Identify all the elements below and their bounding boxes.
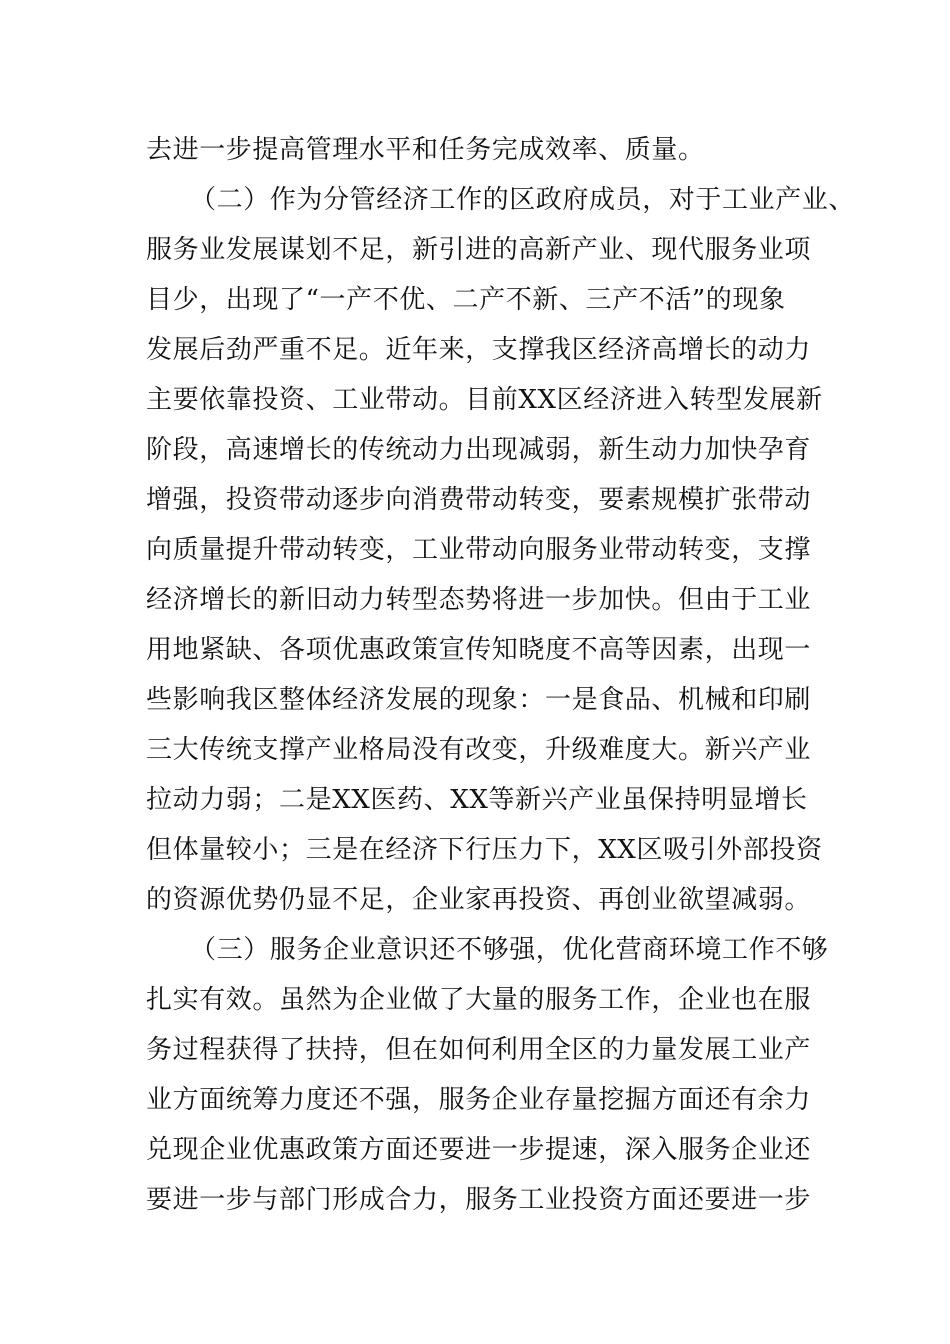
text-line: 务过程获得了扶持，但在如何利用全区的力量发展工业产: [146, 1035, 812, 1065]
text-line: 目少，出现了“一产不优、二产不新、三产不活”的现象: [146, 285, 786, 315]
text-line: 主要依靠投资、工业带动。目前XX区经济进入转型发展新: [146, 385, 823, 415]
text-line: 业方面统筹力度还不强，服务企业存量挖掘方面还有余力: [146, 1085, 812, 1115]
text-line: 但体量较小；三是在经济下行压力下，XX区吸引外部投资: [146, 835, 823, 865]
text-line: 增强，投资带动逐步向消费带动转变，要素规模扩张带动: [146, 485, 812, 515]
text-line: 拉动力弱；二是XX医药、XX等新兴产业虽保持明显增长: [146, 785, 808, 815]
text-line: 些影响我区整体经济发展的现象：一是食品、机械和印刷: [146, 685, 812, 715]
text-line: 扎实有效。虽然为企业做了大量的服务工作，企业也在服: [146, 985, 812, 1015]
text-line: 阶段，高速增长的传统动力出现减弱，新生动力加快孕育: [146, 435, 812, 465]
text-line: 服务业发展谋划不足，新引进的高新产业、现代服务业项: [146, 235, 812, 265]
text-line: 经济增长的新旧动力转型态势将进一步加快。但由于工业: [146, 585, 812, 615]
text-line: 发展后劲严重不足。近年来，支撑我区经济高增长的动力: [146, 335, 812, 365]
text-line: （二）作为分管经济工作的区政府成员，对于工业产业、: [190, 185, 856, 215]
text-line: 向质量提升带动转变，工业带动向服务业带动转变，支撑: [146, 535, 812, 565]
text-line: 兑现企业优惠政策方面还要进一步提速，深入服务企业还: [146, 1135, 812, 1165]
text-line: 要进一步与部门形成合力，服务工业投资方面还要进一步: [146, 1185, 812, 1215]
text-line: 三大传统支撑产业格局没有改变，升级难度大。新兴产业: [146, 735, 812, 765]
text-line: （三）服务企业意识还不够强，优化营商环境工作不够: [190, 935, 829, 965]
text-line: 去进一步提高管理水平和任务完成效率、质量。: [146, 135, 705, 165]
text-line: 用地紧缺、各项优惠政策宣传知晓度不高等因素，出现一: [146, 635, 812, 665]
text-line: 的资源优势仍显不足，企业家再投资、再创业欲望减弱。: [146, 885, 812, 915]
